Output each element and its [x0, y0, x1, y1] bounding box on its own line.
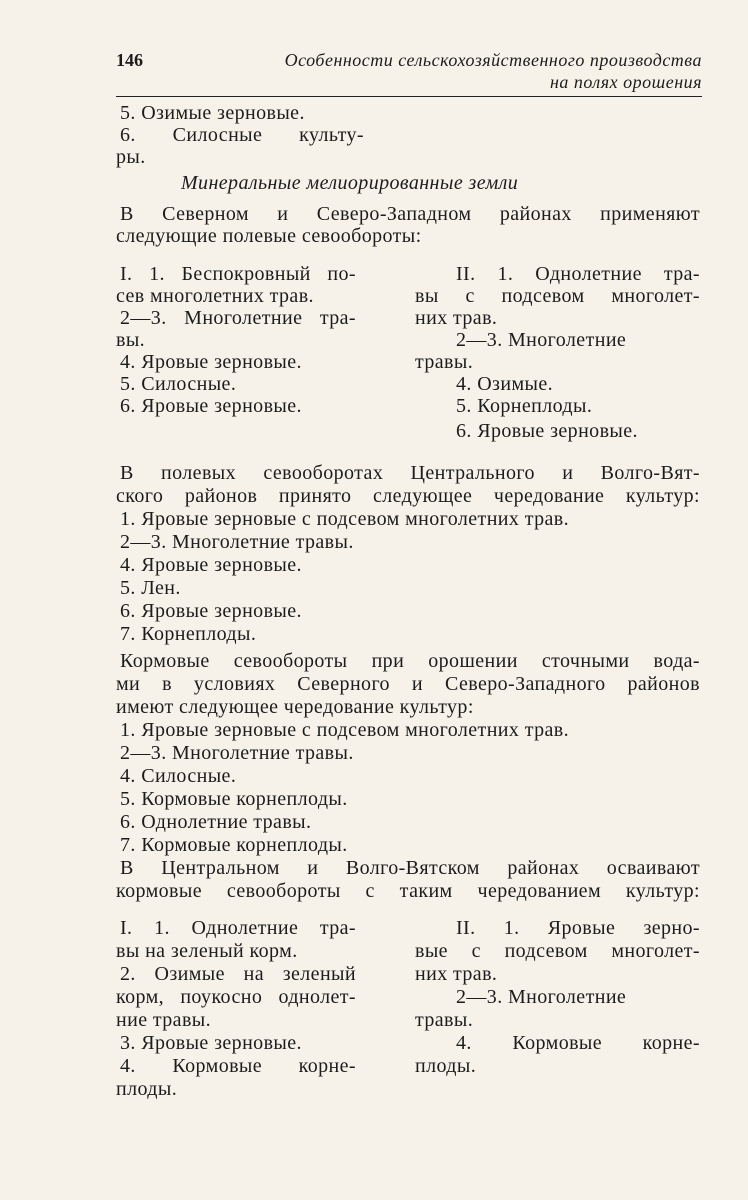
- list-item: 4. Силосные.: [120, 765, 237, 787]
- rotation-right-line: них трав.: [415, 963, 498, 985]
- paragraph-line: Кормовые севообороты при орошении сточными вода-: [120, 650, 700, 672]
- list-item: 5. Озимые зерновые.: [120, 102, 305, 124]
- rotation-left-line: 2—3. Многолетние тра-: [120, 307, 356, 329]
- list-item: 1. Яровые зерновые с подсевом многолетних трав.: [120, 508, 570, 530]
- paragraph-line: ского районов принято следующее чередование культур:: [116, 485, 700, 507]
- rotation-left-line: 4. Кормовые корне-: [120, 1055, 356, 1077]
- rotation-right-line: 4. Кормовые корне-: [456, 1032, 700, 1054]
- rotation-left-line: сев многолетних трав.: [116, 285, 314, 307]
- rotation-right-line: травы.: [415, 351, 474, 373]
- list-item: 5. Лен.: [120, 577, 181, 599]
- rotation-left-line: 4. Яровые зерновые.: [120, 351, 302, 373]
- rotation-left-line: плоды.: [116, 1078, 178, 1100]
- rotation-right-line: вые с подсевом многолет-: [415, 940, 700, 962]
- running-head-line-2: на полях орошения: [549, 72, 702, 92]
- list-item: 2—3. Многолетние травы.: [120, 742, 354, 764]
- list-item: ры.: [116, 146, 146, 168]
- list-item: 1. Яровые зерновые с подсевом многолетних трав.: [120, 719, 570, 741]
- rotation-left-line: 2. Озимые на зеленый: [120, 963, 356, 985]
- rotation-left-line: I. 1. Однолетние тра-: [120, 917, 356, 939]
- running-head: [285, 49, 702, 93]
- header-rule: [116, 96, 702, 97]
- paragraph-line: В полевых севооборотах Центрального и Волго-Вят-: [120, 462, 700, 484]
- paragraph-line: ми в условиях Северного и Северо-Западного районов: [116, 673, 700, 695]
- rotation-right-line: них трав.: [415, 307, 498, 329]
- rotation-left-line: I. 1. Беспокровный по-: [120, 263, 356, 285]
- paragraph-line: следующие полевые севообороты:: [116, 225, 422, 247]
- list-item: 2—3. Многолетние травы.: [120, 531, 354, 553]
- rotation-left-line: вы.: [116, 329, 146, 351]
- rotation-right-line: травы.: [415, 1009, 474, 1031]
- paragraph-line: кормовые севообороты с таким чередованием культур:: [116, 880, 700, 902]
- rotation-right-line: вы с подсевом многолет-: [415, 285, 700, 307]
- paragraph-line: В Центральном и Волго-Вятском районах осваивают: [120, 857, 700, 879]
- rotation-right-line: плоды.: [415, 1055, 477, 1077]
- rotation-left-line: корм, поукосно однолет-: [116, 986, 356, 1008]
- list-item: 4. Яровые зерновые.: [120, 554, 302, 576]
- list-item: 6. Силосные культу-: [120, 124, 364, 146]
- section-title: Минеральные мелиорированные земли: [181, 172, 519, 194]
- list-item: 6. Однолетние травы.: [120, 811, 312, 833]
- list-item: 6. Яровые зерновые.: [120, 600, 302, 622]
- list-item: 5. Кормовые корнеплоды.: [120, 788, 348, 810]
- rotation-right-line: 5. Корнеплоды.: [456, 395, 593, 417]
- rotation-right-line: II. 1. Однолетние тра-: [456, 263, 700, 285]
- rotation-right-line: 2—3. Многолетние: [456, 329, 627, 351]
- list-item: 7. Кормовые корнеплоды.: [120, 834, 348, 856]
- rotation-left-line: 6. Яровые зерновые.: [120, 395, 302, 417]
- rotation-left-line: 5. Силосные.: [120, 373, 237, 395]
- rotation-right-line: 2—3. Многолетние: [456, 986, 627, 1008]
- rotation-right-line: 4. Озимые.: [456, 373, 554, 395]
- rotation-left-line: 3. Яровые зерновые.: [120, 1032, 302, 1054]
- running-head-line-1: Особенности сельскохозяйственного производства: [284, 50, 702, 70]
- rotation-right-line: II. 1. Яровые зерно-: [456, 917, 700, 939]
- paragraph-line: В Северном и Северо-Западном районах применяют: [120, 203, 700, 225]
- rotation-right-line: 6. Яровые зерновые.: [456, 420, 638, 442]
- rotation-left-line: ние травы.: [116, 1009, 212, 1031]
- paragraph-line: имеют следующее чередование культур:: [116, 696, 474, 718]
- page-number: 146: [116, 50, 143, 70]
- rotation-left-line: вы на зеленый корм.: [116, 940, 298, 962]
- list-item: 7. Корнеплоды.: [120, 623, 257, 645]
